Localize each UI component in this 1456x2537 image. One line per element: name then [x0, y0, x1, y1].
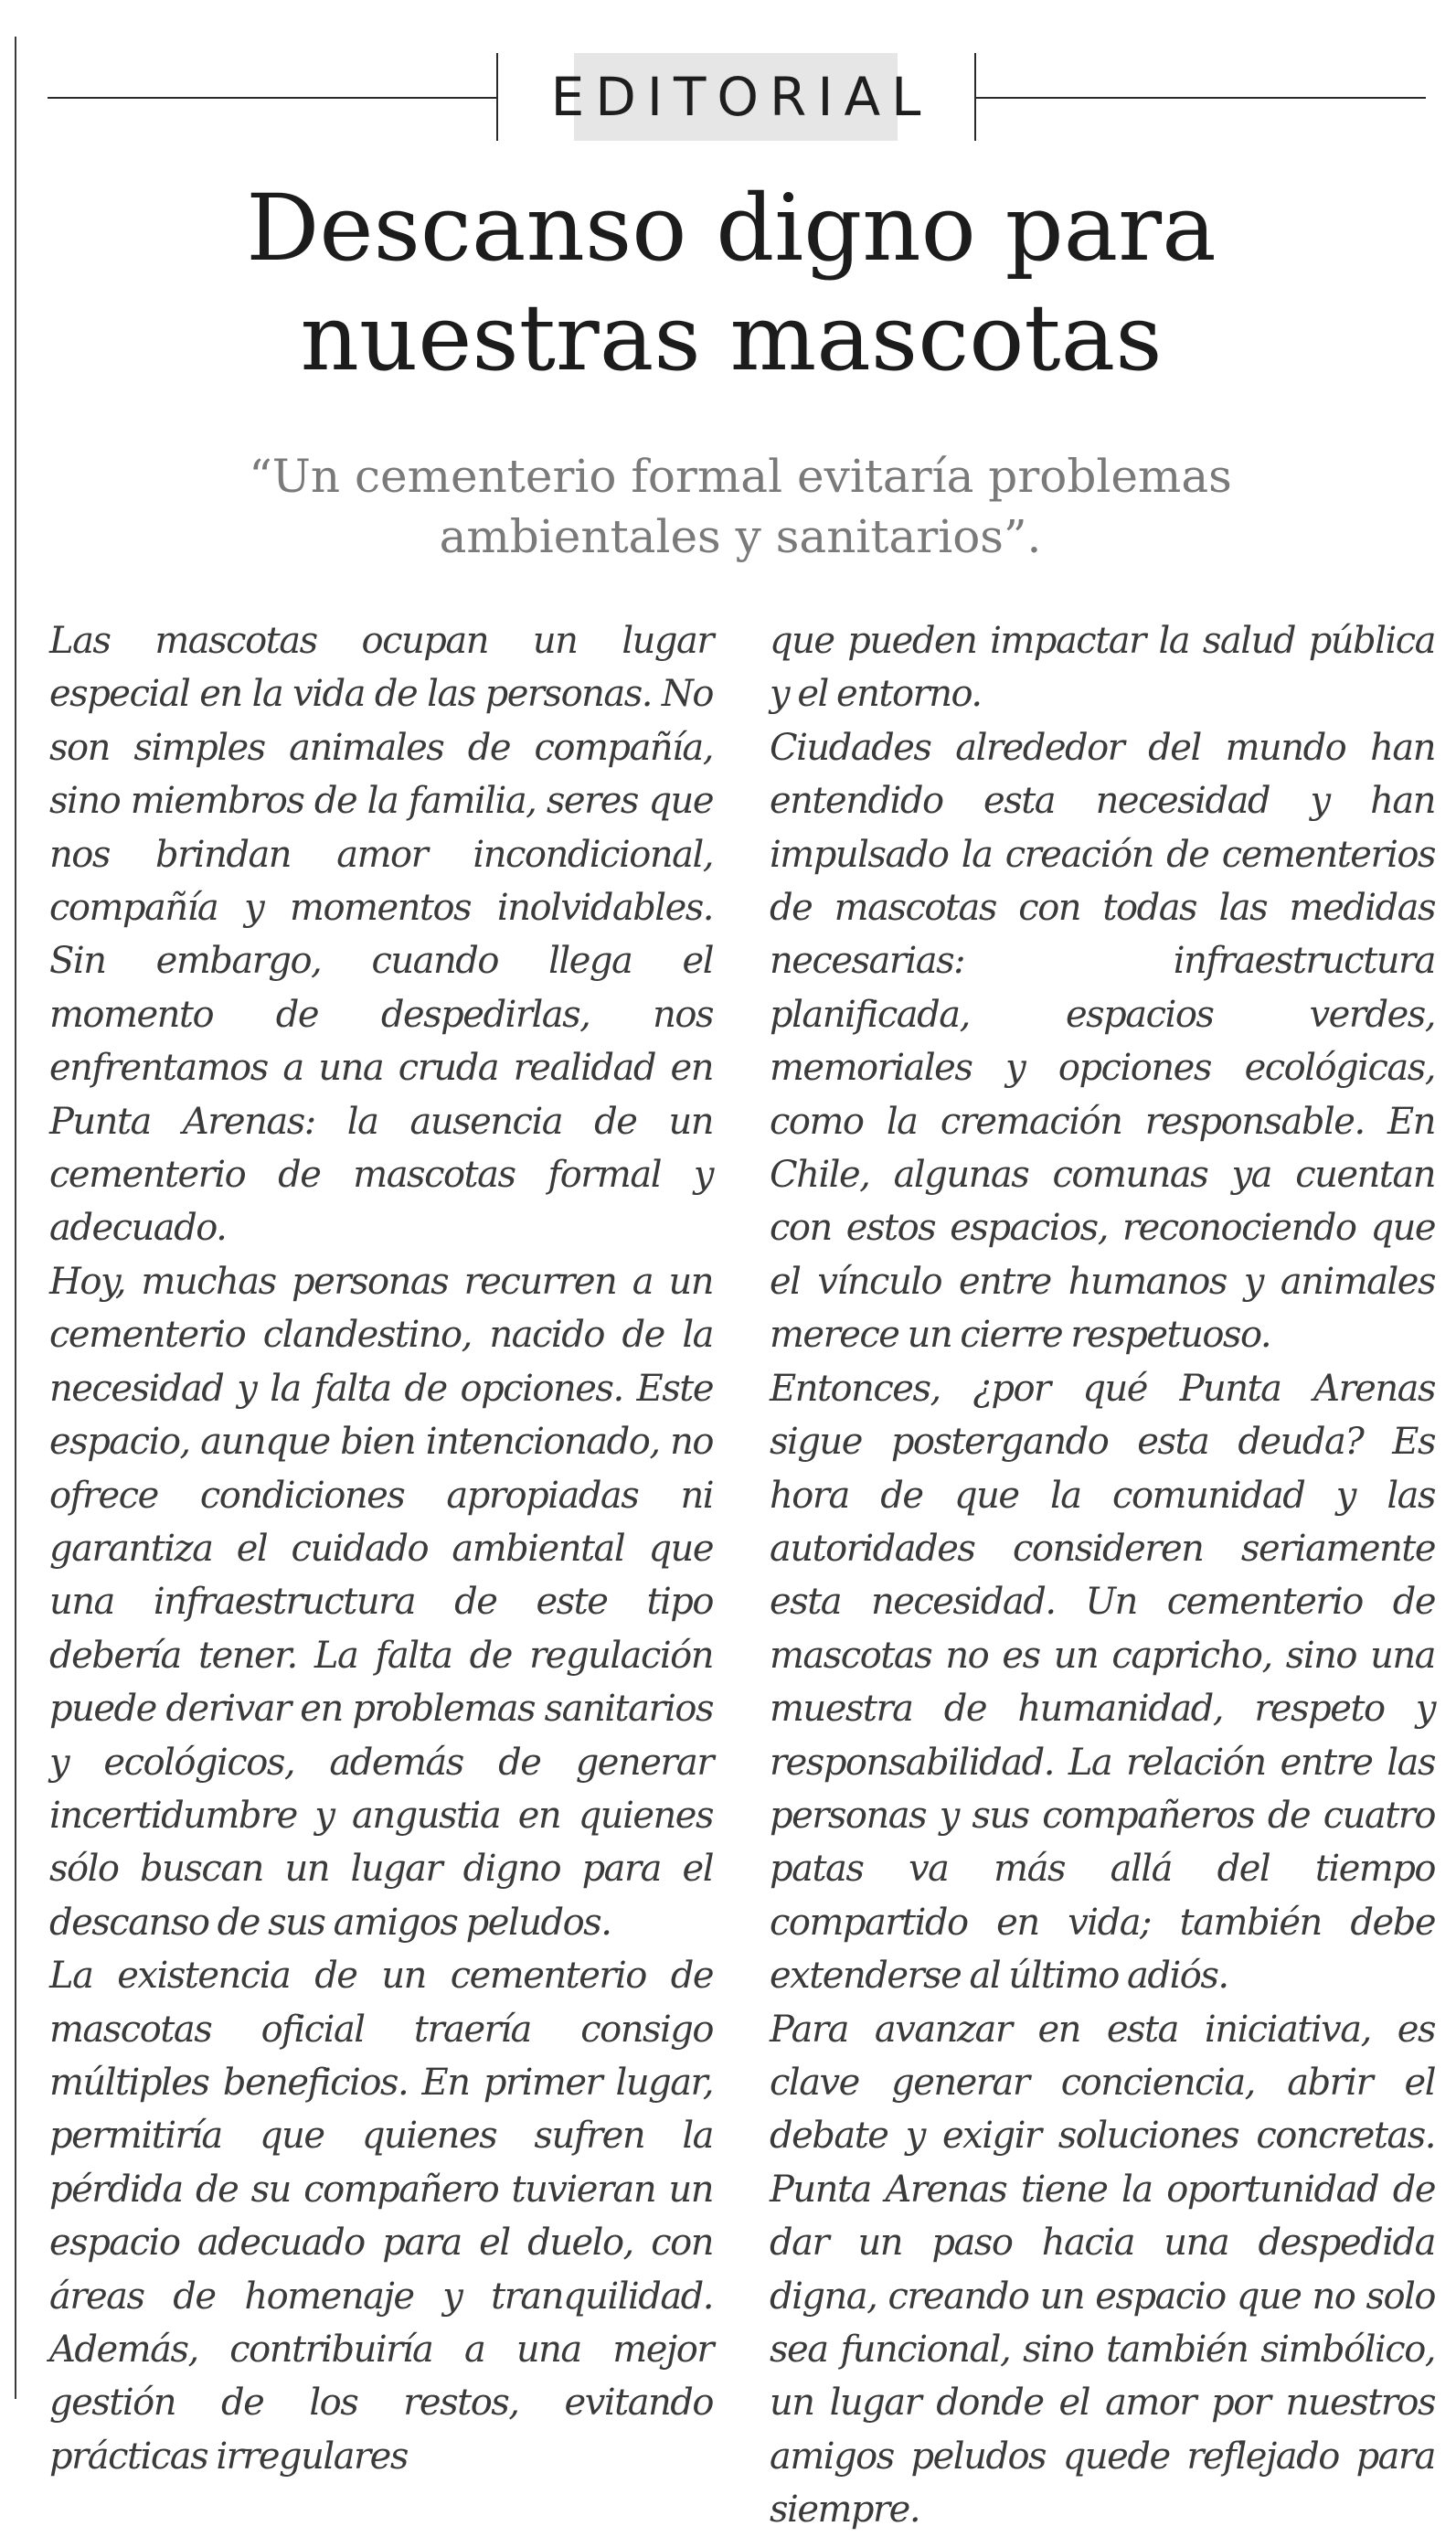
- paragraph: Ciudades alrededor del mundo han entendido esta necesidad y han impulsado la creación de cementerios de mascotas con todas las medidas necesarias: infraestructura planificada, espacios verdes, memoriales y opciones ecológicas, como la cremación responsable. En Chile, algunas comunas ya cuentan con estos espacios, reconociendo que el vínculo entre humanos y animales merece un cierre respetuoso.: [770, 726, 1435, 1357]
- article-column-left: [49, 614, 713, 2483]
- left-border-rule: [15, 37, 16, 2399]
- paragraph: La existencia de un cementerio de mascotas oficial traería consigo múltiples beneficios. En primer lugar, permitiría que quienes sufren la pérdida de su compañero tuvieran un espacio adecuado para el duelo, con áreas de homenaje y tranquilidad. Además, contribuiría a una mejor gestión de los restos, evitando prácticas irregulares: [49, 1955, 713, 2478]
- paragraph: Para avanzar en esta iniciativa, es clave generar conciencia, abrir el debate y exigir soluciones concretas. Punta Arenas tiene la oportunidad de dar un paso hacia una despedida digna, creando un espacio que no solo sea funcional, sino también simbólico, un lugar donde el amor por nuestros amigos peludos quede reflejado para siempre.: [770, 2008, 1435, 2532]
- section-label: EDITORIAL: [574, 53, 898, 141]
- paragraph: que pueden impactar la salud pública y el entorno.: [770, 620, 1435, 716]
- section-header: [0, 0, 1456, 155]
- header-rule-right: [974, 97, 1426, 99]
- paragraph: Entonces, ¿por qué Punta Arenas sigue postergando esta deuda? Es hora de que la comunidad y las autoridades consideren seriamente esta necesidad. Un cementerio de mascotas no es un capricho, sino una muestra de humanidad, respeto y responsabilidad. La relación entre las personas y sus compañeros de cuatro patas va más allá del tiempo compartido en vida; también debe extenderse al último adiós.: [770, 1367, 1435, 1998]
- paragraph: Las mascotas ocupan un lugar especial en la vida de las personas. No son simples animales de compañía, sino miembros de la familia, seres que nos brindan amor incondicional, compañía y momentos inolvidables. Sin embargo, cuando llega el momento de despedirlas, nos enfrentamos a una cruda realidad en Punta Arenas: la ausencia de un cementerio de mascotas formal y adecuado.: [49, 620, 713, 1250]
- deck-quote: “Un cementerio formal evitaría problemas ambientales y sanitarios”.: [249, 450, 1232, 563]
- headline: Descanso digno para nuestras mascotas: [246, 175, 1217, 391]
- header-rule-left: [48, 97, 497, 99]
- article-column-right: [770, 614, 1435, 2537]
- header-tick-left: [496, 53, 498, 141]
- paragraph: Hoy, muchas personas recurren a un cementerio clandestino, nacido de la necesidad y la falta de opciones. Este espacio, aunque bien intencionado, no ofrece condiciones apropiadas ni garantiza el cuidado ambiental que una infraestructura de este tipo debería tener. La falta de regulación puede derivar en problemas sanitarios y ecológicos, además de generar incertidumbre y angustia en quienes sólo buscan un lugar digno para el descanso de sus amigos peludos.: [49, 1260, 713, 1944]
